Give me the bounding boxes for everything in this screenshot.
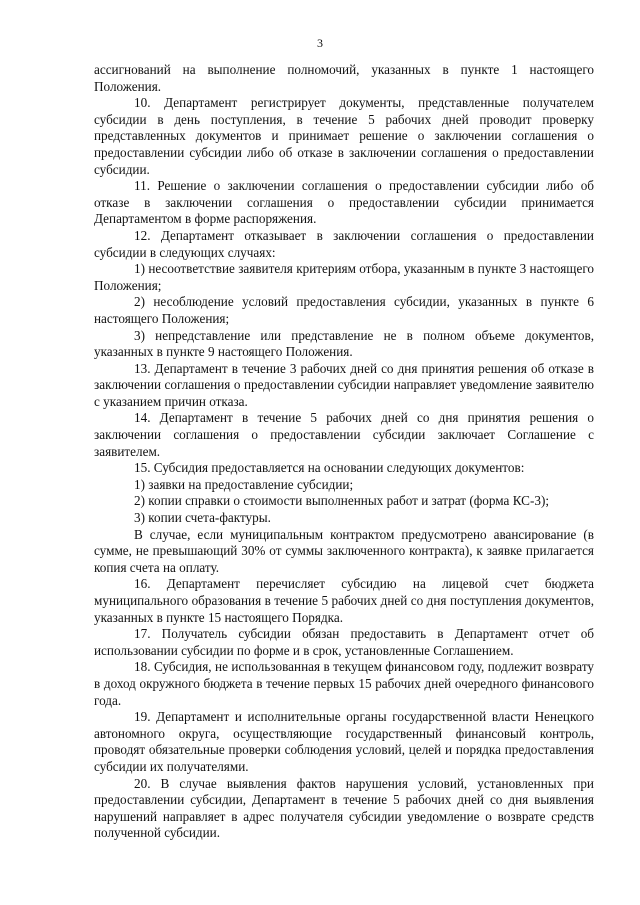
paragraph: 18. Субсидия, не использованная в текущем финансовом году, подлежит возврату в доход окружного бюджета в течение первых 15 рабочих дней очередного финансового года. bbox=[94, 659, 594, 708]
paragraph: 19. Департамент и исполнительные органы государственной власти Ненецкого автономного округа, осуществляющие государственный финансовый контроль, проводят обязательные проверки соблюдения условий, целей и порядка предоставления субсидии их получателями. bbox=[94, 709, 594, 774]
paragraph: 13. Департамент в течение 3 рабочих дней со дня принятия решения об отказе в заключении соглашения о предоставлении субсидии направляет уведомление заявителю с указанием причин отказа. bbox=[94, 360, 594, 409]
paragraph: В случае, если муниципальным контрактом предусмотрено авансирование (в сумме, не превышающий 30% от суммы заключенного контракта), к заявке прилагается копия счета на оплату. bbox=[94, 526, 594, 575]
paragraph: 17. Получатель субсидии обязан предоставить в Департамент отчет об использовании субсидии по форме и в срок, установленные Соглашением. bbox=[94, 626, 594, 658]
document-body bbox=[94, 62, 594, 842]
paragraph: 14. Департамент в течение 5 рабочих дней со дня принятия решения о заключении соглашения о предоставлении субсидии заключает Соглашение с заявителем. bbox=[94, 410, 594, 459]
paragraph: ассигнований на выполнение полномочий, указанных в пункте 1 настоящего Положения. bbox=[94, 62, 594, 94]
paragraph: 11. Решение о заключении соглашения о предоставлении субсидии либо об отказе в заключении соглашения о предоставлении субсидии принимается Департаментом в форме распоряжения. bbox=[94, 178, 594, 227]
page-number: 3 bbox=[317, 36, 323, 50]
paragraph: 3) копии счета-фактуры. bbox=[134, 510, 271, 526]
paragraph: 16. Департамент перечисляет субсидию на лицевой счет бюджета муниципального образования в течение 5 рабочих дней со дня поступления документов, указанных в пункте 15 настоящего Порядка. bbox=[94, 576, 594, 625]
paragraph: 1) несоответствие заявителя критериям отбора, указанным в пункте 3 настоящего Положения; bbox=[94, 261, 594, 293]
paragraph: 3) непредставление или представление не в полном объеме документов, указанных в пункте 9 настоящего Положения. bbox=[94, 327, 594, 360]
paragraph: 2) несоблюдение условий предоставления субсидии, указанных в пункте 6 настоящего Положения; bbox=[94, 294, 594, 326]
paragraph: 10. Департамент регистрирует документы, представленные получателем субсидии в день поступления, в течение 5 рабочих дней проводит проверку представленных документов и принимает решение о заключении соглашения о предоставлении субсидии либо об отказе в заключении соглашения о предоставлении субсидии. bbox=[94, 95, 594, 177]
paragraph: 12. Департамент отказывает в заключении соглашения о предоставлении субсидии в следующих случаях: bbox=[94, 227, 594, 260]
paragraph: 20. В случае выявления фактов нарушения условий, установленных при предоставлении субсидии, Департамент в течение 5 рабочих дней со дня выявления нарушений направляет в адрес получателя субсидии уведомление о возврате средств полученной субсидии. bbox=[94, 775, 594, 841]
paragraph: 2) копии справки о стоимости выполненных работ и затрат (форма КС-3); bbox=[134, 493, 550, 509]
paragraph: 1) заявки на предоставление субсидии; bbox=[134, 476, 354, 492]
paragraph: 15. Субсидия предоставляется на основании следующих документов: bbox=[134, 460, 525, 476]
